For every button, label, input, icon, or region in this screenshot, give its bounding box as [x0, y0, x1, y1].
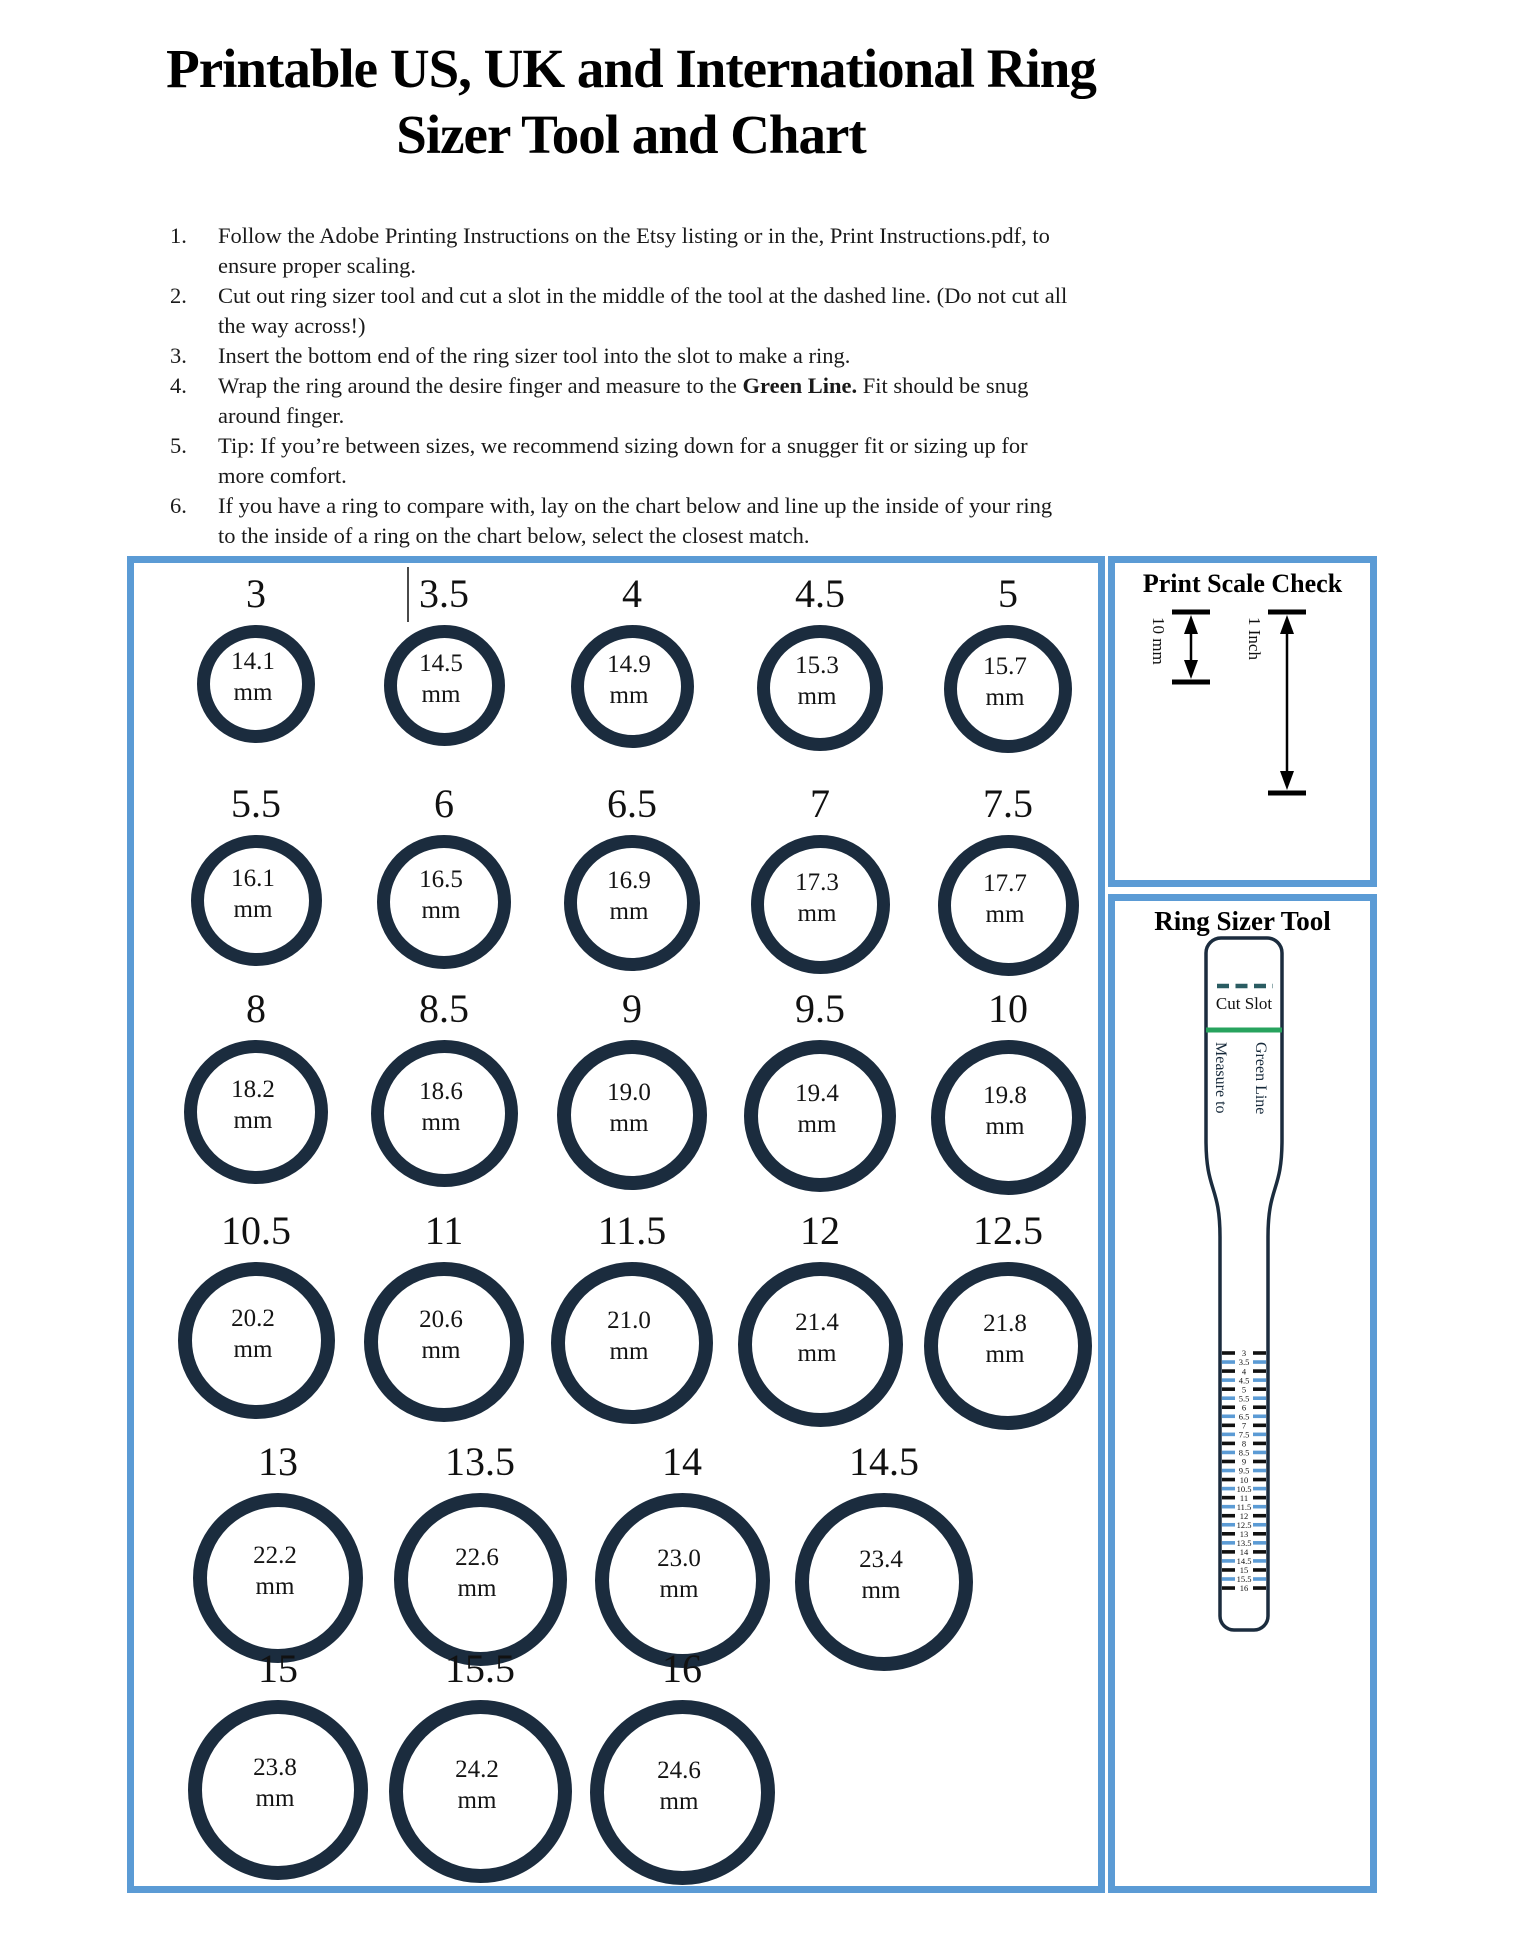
tool-scale-value: 9.5	[1238, 1465, 1250, 1476]
instruction-text: Insert the bottom end of the ring sizer tool into the slot to make a ring.	[218, 343, 851, 368]
ring-circle	[564, 835, 700, 971]
tool-scale-value: 15	[1239, 1565, 1249, 1576]
instruction-number: 4.	[170, 373, 187, 398]
page-title-line2: Sizer Tool and Chart	[396, 104, 866, 165]
ring-size-label: 6	[434, 781, 454, 826]
ring-circle	[931, 1040, 1086, 1195]
ring-size-label: 4	[622, 571, 642, 616]
ring-diameter-text: 14.5 mm	[419, 649, 463, 708]
tool-scale-value: 13	[1239, 1529, 1249, 1539]
ring-diameter-text: 19.4 mm	[795, 1080, 839, 1138]
instruction-number: 2.	[170, 283, 187, 308]
ring-size-label: 14	[662, 1439, 702, 1484]
ring-diameter-text: 24.2 mm	[455, 1755, 499, 1814]
ring-circle	[364, 1262, 524, 1422]
instruction-text: Wrap the ring around the desire finger and measure to the Green Line. Fit should be snug around finger.	[218, 373, 1029, 428]
ring-size-label: 15	[258, 1646, 298, 1691]
tool-scale-value: 10.5	[1236, 1483, 1252, 1494]
tool-scale-value: 14.5	[1236, 1556, 1252, 1567]
ring-circle	[751, 835, 890, 974]
ring-size-label: 12	[800, 1208, 840, 1253]
ring-circle	[193, 1493, 363, 1663]
ring-circle	[184, 1040, 328, 1184]
instruction-number: 1.	[170, 223, 187, 248]
ring-circle	[744, 1040, 896, 1192]
instructions-list	[170, 221, 1075, 551]
ring-circle	[551, 1262, 713, 1424]
ring-size-label: 3	[246, 571, 266, 616]
instruction-item	[170, 431, 1075, 491]
instruction-text: Follow the Adobe Printing Instructions on the Etsy listing or in the, Print Instructions.pdf, to ensure proper scaling.	[218, 223, 1050, 278]
ring-size-label: 15.5	[445, 1646, 515, 1691]
tool-scale-value: 8	[1241, 1438, 1247, 1449]
arrow-down-icon	[1184, 660, 1198, 679]
ring-circle	[757, 625, 883, 751]
ring-diameter-text: 18.2 mm	[231, 1076, 275, 1134]
ring-circle	[178, 1262, 335, 1419]
ring-diameter-text: 16.1 mm	[231, 864, 275, 923]
ring-circle	[595, 1493, 770, 1668]
ring-diameter-text: 20.2 mm	[231, 1304, 275, 1363]
tool-scale-value: 16	[1239, 1583, 1249, 1594]
ring-diameter-text: 20.6 mm	[419, 1306, 463, 1364]
tool-scale-value: 6	[1241, 1402, 1247, 1413]
tool-scale-value: 7	[1241, 1420, 1247, 1431]
tool-scale-value: 4	[1241, 1366, 1247, 1377]
ring-size-label: 5.5	[231, 781, 281, 826]
tool-scale-value: 4.5	[1238, 1375, 1250, 1386]
ring-circle	[371, 1040, 518, 1187]
ring-diameter-text: 16.9 mm	[607, 867, 651, 925]
ring-size-label: 10	[988, 986, 1028, 1031]
ring-circle	[590, 1700, 775, 1885]
ring-diameter-text: 15.7 mm	[983, 653, 1027, 711]
ring-diameter-text: 19.0 mm	[607, 1079, 651, 1137]
ring-diameter-text: 17.3 mm	[795, 868, 839, 927]
tool-scale-value: 10	[1239, 1474, 1249, 1485]
ten-mm-label: 10 mm	[1149, 617, 1168, 665]
instruction-text: Cut out ring sizer tool and cut a slot in the middle of the tool at the dashed line. (Do not cut all the way across!)	[218, 283, 1068, 338]
ring-diameter-text: 21.0 mm	[607, 1307, 651, 1365]
print-scale-check-title: Print Scale Check	[1142, 569, 1343, 598]
ring-circle	[384, 625, 505, 746]
arrow-up-icon	[1280, 615, 1294, 634]
ring-diameter-text: 22.2 mm	[253, 1542, 297, 1600]
ring-circle	[377, 835, 511, 969]
ring-diameter-text: 18.6 mm	[419, 1077, 463, 1136]
ring-size-label: 14.5	[849, 1439, 919, 1484]
ring-diameter-text: 14.1 mm	[231, 648, 275, 706]
page-title	[0, 36, 1262, 168]
ring-circle	[571, 625, 694, 748]
ring-diameter-text: 23.8 mm	[253, 1754, 297, 1812]
instruction-text: If you have a ring to compare with, lay on the chart below and line up the inside of your ring to the inside of a ring on the chart below, select the closest match.	[218, 493, 1053, 548]
ring-size-label: 16	[662, 1646, 702, 1691]
ring-size-label: 12.5	[973, 1208, 1043, 1253]
instruction-item	[170, 341, 1075, 371]
ring-size-label: 8.5	[419, 986, 469, 1031]
ring-circle	[944, 625, 1072, 753]
instruction-item	[170, 221, 1075, 281]
ring-diameter-text: 21.8 mm	[983, 1310, 1027, 1368]
ring-size-label: 5	[998, 571, 1018, 616]
ring-size-label: 6.5	[607, 781, 657, 826]
tool-scale-value: 8.5	[1238, 1447, 1250, 1458]
one-inch-label: 1 Inch	[1245, 617, 1264, 660]
ring-diameter-text: 16.5 mm	[419, 866, 463, 924]
ring-sizer-tool-title: Ring Sizer Tool	[1154, 906, 1331, 936]
ring-size-label: 13.5	[445, 1439, 515, 1484]
ring-size-label: 9	[622, 986, 642, 1031]
ring-size-label: 9.5	[795, 986, 845, 1031]
ring-size-label: 10.5	[221, 1208, 291, 1253]
page-title-line1: Printable US, UK and International Ring	[166, 38, 1096, 99]
green-line-label: Green Line	[1252, 1042, 1269, 1115]
instruction-text: Tip: If you’re between sizes, we recommend sizing down for a snugger fit or sizing up for more comfort.	[218, 433, 1028, 488]
measure-to-label: Measure to	[1212, 1042, 1229, 1114]
instruction-number: 5.	[170, 433, 187, 458]
ring-circle	[738, 1262, 903, 1427]
tool-scale-value: 3	[1241, 1348, 1247, 1359]
tool-scale-value: 6.5	[1238, 1411, 1250, 1422]
ring-circle	[795, 1493, 973, 1671]
arrow-down-icon	[1280, 771, 1294, 790]
instruction-number: 3.	[170, 343, 187, 368]
ring-size-label: 8	[246, 986, 266, 1031]
tool-scale-value: 15.5	[1236, 1574, 1252, 1585]
instruction-number: 6.	[170, 493, 187, 518]
ring-size-label: 13	[258, 1439, 298, 1484]
ring-diameter-text: 17.7 mm	[983, 869, 1027, 928]
ring-circle	[188, 1700, 368, 1880]
ring-size-label: 4.5	[795, 571, 845, 616]
ring-circle	[389, 1700, 572, 1883]
one-inch-marker	[1245, 612, 1306, 793]
ring-diameter-text: 22.6 mm	[455, 1543, 499, 1602]
ring-circle	[557, 1040, 707, 1190]
print-scale-check-diagram	[1140, 600, 1320, 810]
arrow-up-icon	[1184, 615, 1198, 634]
ring-size-label: 7	[810, 781, 830, 826]
ring-diameter-text: 24.6 mm	[657, 1756, 701, 1815]
tool-scale-value: 11.5	[1236, 1501, 1252, 1512]
ring-diameter-text: 21.4 mm	[795, 1308, 839, 1367]
ring-size-label: 11	[424, 1208, 464, 1253]
ring-diameter-text: 15.3 mm	[795, 652, 839, 710]
tool-scale-value: 14	[1239, 1547, 1249, 1558]
ring-size-label: 3.5	[419, 571, 469, 616]
tool-scale-value: 5	[1241, 1384, 1247, 1395]
ring-size-label: 7.5	[983, 781, 1033, 826]
tool-scale-value: 7.5	[1238, 1429, 1250, 1440]
ring-circle	[191, 835, 322, 966]
ring-diameter-text: 19.8 mm	[983, 1081, 1027, 1140]
instruction-item	[170, 371, 1075, 431]
tool-scale-value: 13.5	[1236, 1538, 1252, 1549]
tool-scale-value: 9	[1241, 1456, 1247, 1467]
instruction-item	[170, 281, 1075, 341]
ring-diameter-text: 23.4 mm	[859, 1546, 903, 1604]
ring-circle	[394, 1493, 567, 1666]
ring-diameter-text: 23.0 mm	[657, 1544, 701, 1603]
instruction-item	[170, 491, 1075, 551]
ten-mm-marker	[1149, 612, 1210, 682]
ring-diameter-text: 14.9 mm	[607, 650, 651, 709]
ring-size-label: 11.5	[597, 1208, 667, 1253]
tool-scale-value: 3.5	[1238, 1357, 1250, 1368]
ring-circle	[938, 835, 1079, 976]
tool-scale-value: 5.5	[1238, 1393, 1250, 1404]
tool-scale-value: 12	[1239, 1510, 1249, 1521]
cut-slot-label: Cut Slot	[1215, 994, 1273, 1013]
ring-circle	[197, 625, 315, 743]
ring-sizer-tool-diagram	[1140, 930, 1340, 1880]
tool-scale-value: 12.5	[1236, 1519, 1252, 1530]
tool-scale-value: 11	[1239, 1492, 1249, 1503]
ring-circle	[924, 1262, 1092, 1430]
